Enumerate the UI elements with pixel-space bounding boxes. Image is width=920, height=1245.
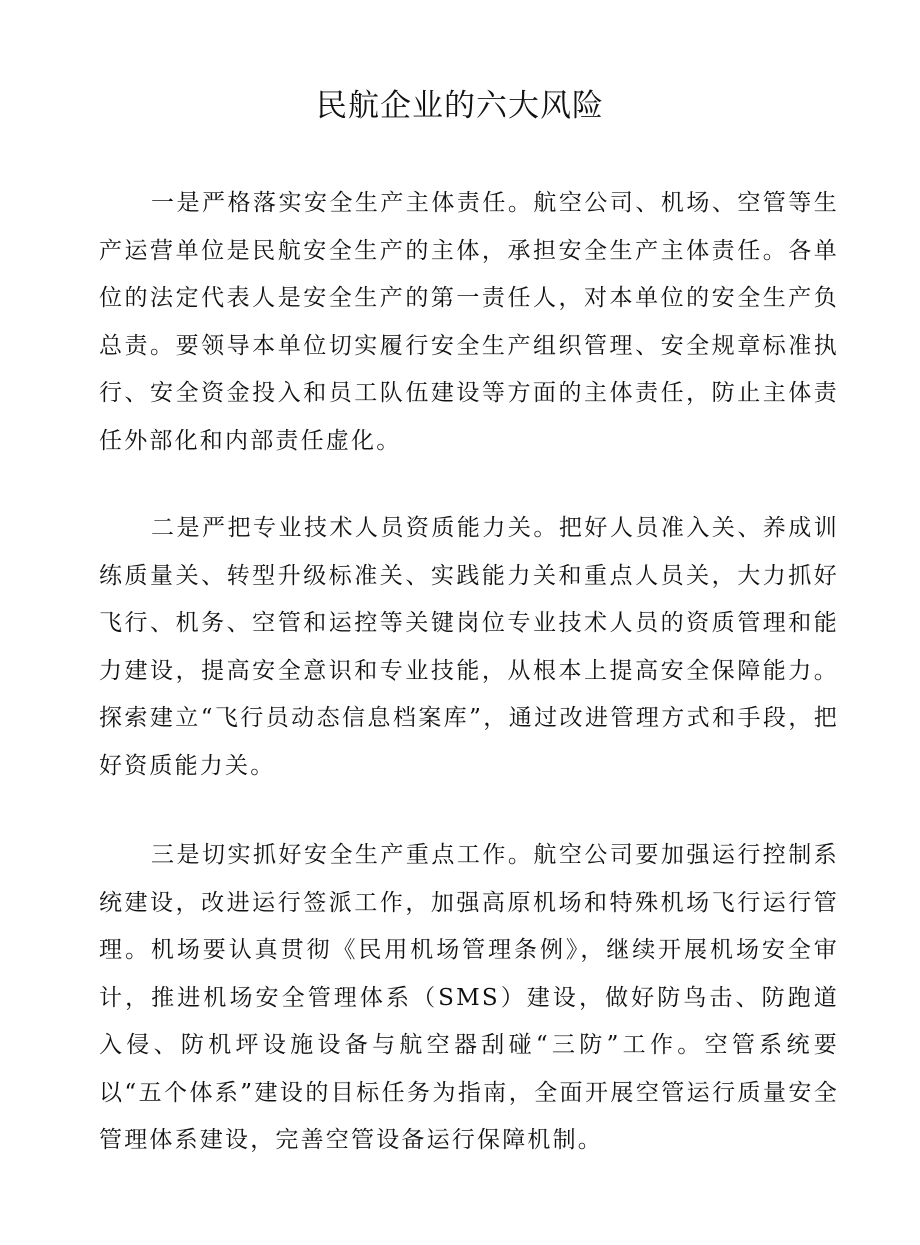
paragraph-2: 二是严把专业技术人员资质能力关。把好人员准入关、养成训练质量关、转型升级标准关、实践能力关和重点人员关，大力抓好飞行、机务、空管和运控等关键岗位专业技术人员的资质管理和能力建设，提高安全意识和专业技能，从根本上提高安全保障能力。探索建立“飞行员动态信息档案库”，通过改进管理方式和手段，把好资质能力关。 <box>99 515 839 779</box>
document-title: 民航企业的六大风险 <box>316 88 604 124</box>
paragraph-3: 三是切实抓好安全生产重点工作。航空公司要加强运行控制系统建设，改进运行签派工作，加强高原机场和特殊机场飞行运行管理。机场要认真贯彻《民用机场管理条例》，继续开展机场安全审计，推进机场安全管理体系（SMS）建设，做好防鸟击、防跑道入侵、防机坪设施设备与航空器刮碰“三防”工作。空管系统要以“五个体系”建设的目标任务为指南，全面开展空管运行质量安全管理体系建设，完善空管设备运行保障机制。 <box>99 842 839 1153</box>
paragraph-1: 一是严格落实安全生产主体责任。航空公司、机场、空管等生产运营单位是民航安全生产的主体，承担安全生产主体责任。各单位的法定代表人是安全生产的第一责任人，对本单位的安全生产负总责。要领导本单位切实履行安全生产组织管理、安全规章标准执行、安全资金投入和员工队伍建设等方面的主体责任，防止主体责任外部化和内部责任虚化。 <box>99 190 839 454</box>
